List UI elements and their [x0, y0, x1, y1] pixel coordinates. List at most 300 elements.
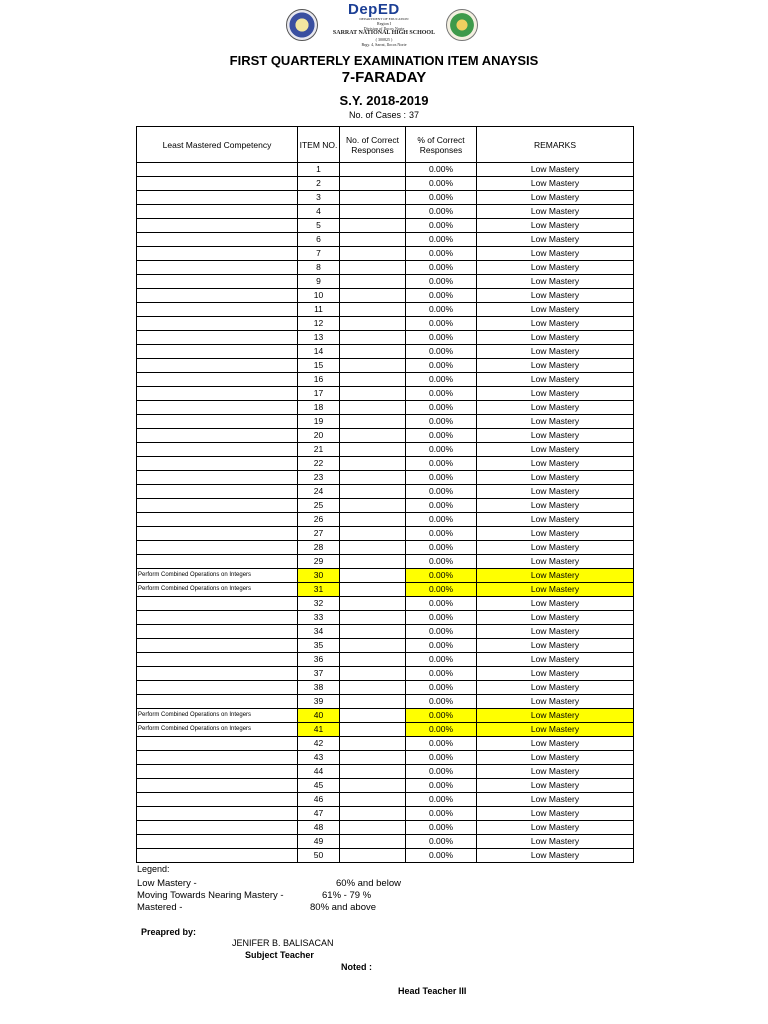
correct-responses-cell — [340, 275, 406, 289]
table-row — [137, 709, 634, 723]
competency-cell — [137, 485, 298, 499]
competency-cell — [137, 807, 298, 821]
table-row — [137, 471, 634, 485]
document-title: FIRST QUARTERLY EXAMINATION ITEM ANAYSIS — [229, 53, 539, 68]
remarks-cell: Low Mastery — [477, 345, 634, 359]
table-row — [137, 457, 634, 471]
competency-cell — [137, 471, 298, 485]
table-row — [137, 289, 634, 303]
percent-correct-cell: 0.00% — [406, 233, 477, 247]
correct-responses-cell — [340, 695, 406, 709]
remarks-cell: Low Mastery — [477, 289, 634, 303]
correct-responses-cell — [340, 597, 406, 611]
item-analysis-table — [136, 126, 634, 863]
remarks-cell: Low Mastery — [477, 499, 634, 513]
correct-responses-cell — [340, 653, 406, 667]
table-row — [137, 667, 634, 681]
correct-responses-cell — [340, 443, 406, 457]
teacher-title: Subject Teacher — [245, 950, 314, 960]
number-of-cases — [0, 110, 768, 120]
item-number-cell: 18 — [298, 401, 340, 415]
percent-correct-cell: 0.00% — [406, 415, 477, 429]
percent-correct-cell: 0.00% — [406, 681, 477, 695]
item-number-cell: 1 — [298, 163, 340, 177]
percent-correct-cell: 0.00% — [406, 625, 477, 639]
table-row — [137, 737, 634, 751]
item-number-cell: 41 — [298, 723, 340, 737]
percent-correct-cell: 0.00% — [406, 513, 477, 527]
competency-cell — [137, 219, 298, 233]
table-header-row — [137, 127, 634, 163]
legend-moving-label: Moving Towards Nearing Mastery - — [137, 890, 284, 901]
school-year: S.Y. 2018-2019 — [339, 93, 429, 108]
item-number-cell: 40 — [298, 709, 340, 723]
correct-responses-cell — [340, 639, 406, 653]
remarks-cell: Low Mastery — [477, 709, 634, 723]
correct-responses-cell — [340, 233, 406, 247]
percent-correct-cell: 0.00% — [406, 261, 477, 275]
remarks-cell: Low Mastery — [477, 751, 634, 765]
remarks-cell: Low Mastery — [477, 457, 634, 471]
percent-correct-cell: 0.00% — [406, 205, 477, 219]
item-number-cell: 19 — [298, 415, 340, 429]
remarks-cell: Low Mastery — [477, 471, 634, 485]
table-row — [137, 233, 634, 247]
competency-cell — [137, 205, 298, 219]
percent-correct-cell: 0.00% — [406, 667, 477, 681]
correct-responses-cell — [340, 177, 406, 191]
correct-responses-cell — [340, 611, 406, 625]
correct-responses-cell — [340, 849, 406, 863]
table-row — [137, 597, 634, 611]
competency-cell — [137, 303, 298, 317]
remarks-cell: Low Mastery — [477, 723, 634, 737]
percent-correct-cell: 0.00% — [406, 247, 477, 261]
table-row — [137, 583, 634, 597]
percent-correct-cell: 0.00% — [406, 163, 477, 177]
correct-responses-cell — [340, 205, 406, 219]
correct-responses-cell — [340, 583, 406, 597]
remarks-cell: Low Mastery — [477, 205, 634, 219]
item-number-cell: 2 — [298, 177, 340, 191]
correct-responses-cell — [340, 625, 406, 639]
remarks-cell: Low Mastery — [477, 415, 634, 429]
remarks-cell: Low Mastery — [477, 429, 634, 443]
remarks-cell: Low Mastery — [477, 303, 634, 317]
item-number-cell: 44 — [298, 765, 340, 779]
remarks-cell: Low Mastery — [477, 807, 634, 821]
percent-correct-cell: 0.00% — [406, 317, 477, 331]
item-number-cell: 38 — [298, 681, 340, 695]
school-address: Brgy. 4, Sarrat, Ilocos Norte — [361, 42, 407, 47]
table-row — [137, 639, 634, 653]
competency-cell — [137, 163, 298, 177]
competency-cell — [137, 695, 298, 709]
item-number-cell: 15 — [298, 359, 340, 373]
correct-responses-cell — [340, 765, 406, 779]
region-line: Region I — [377, 21, 391, 26]
table-row — [137, 681, 634, 695]
item-number-cell: 26 — [298, 513, 340, 527]
remarks-cell: Low Mastery — [477, 569, 634, 583]
table-row — [137, 177, 634, 191]
item-number-cell: 22 — [298, 457, 340, 471]
table-row — [137, 723, 634, 737]
correct-responses-cell — [340, 793, 406, 807]
percent-correct-cell: 0.00% — [406, 779, 477, 793]
document-header — [0, 0, 768, 50]
percent-correct-cell: 0.00% — [406, 583, 477, 597]
item-number-cell: 5 — [298, 219, 340, 233]
legend-title: Legend: — [137, 864, 170, 874]
competency-cell — [137, 849, 298, 863]
table-row — [137, 625, 634, 639]
percent-correct-cell: 0.00% — [406, 849, 477, 863]
legend-moving-value: 61% - 79 % — [322, 890, 372, 901]
legend-mastered-label: Mastered - — [137, 902, 183, 913]
prepared-by-label: Preapred by: — [141, 927, 197, 937]
competency-cell — [137, 359, 298, 373]
remarks-cell: Low Mastery — [477, 233, 634, 247]
remarks-cell: Low Mastery — [477, 373, 634, 387]
table-row — [137, 765, 634, 779]
item-number-cell: 45 — [298, 779, 340, 793]
remarks-cell: Low Mastery — [477, 401, 634, 415]
table-row — [137, 401, 634, 415]
item-number-cell: 46 — [298, 793, 340, 807]
remarks-cell: Low Mastery — [477, 177, 634, 191]
table-row — [137, 835, 634, 849]
percent-correct-cell: 0.00% — [406, 457, 477, 471]
item-number-cell: 39 — [298, 695, 340, 709]
percent-correct-cell: 0.00% — [406, 611, 477, 625]
item-number-cell: 42 — [298, 737, 340, 751]
correct-responses-cell — [340, 373, 406, 387]
correct-responses-cell — [340, 527, 406, 541]
percent-correct-cell: 0.00% — [406, 275, 477, 289]
remarks-cell: Low Mastery — [477, 737, 634, 751]
correct-responses-cell — [340, 569, 406, 583]
remarks-cell: Low Mastery — [477, 527, 634, 541]
division-line: Division of Ilocos Norte — [363, 26, 405, 31]
item-number-cell: 14 — [298, 345, 340, 359]
remarks-cell: Low Mastery — [477, 541, 634, 555]
remarks-cell: Low Mastery — [477, 653, 634, 667]
table-row — [137, 387, 634, 401]
competency-cell — [137, 261, 298, 275]
table-row — [137, 275, 634, 289]
competency-cell — [137, 527, 298, 541]
item-number-cell: 48 — [298, 821, 340, 835]
cases-label: No. of Cases : — [348, 110, 406, 120]
correct-responses-cell — [340, 555, 406, 569]
percent-correct-cell: 0.00% — [406, 807, 477, 821]
remarks-cell: Low Mastery — [477, 387, 634, 401]
cases-value: 37 — [409, 110, 420, 120]
item-number-cell: 25 — [298, 499, 340, 513]
percent-correct-cell: 0.00% — [406, 303, 477, 317]
competency-cell — [137, 331, 298, 345]
item-number-cell: 37 — [298, 667, 340, 681]
correct-responses-cell — [340, 261, 406, 275]
competency-cell — [137, 247, 298, 261]
percent-correct-cell: 0.00% — [406, 177, 477, 191]
percent-correct-cell: 0.00% — [406, 653, 477, 667]
remarks-cell: Low Mastery — [477, 667, 634, 681]
table-row — [137, 345, 634, 359]
competency-cell — [137, 345, 298, 359]
correct-responses-cell — [340, 317, 406, 331]
remarks-cell: Low Mastery — [477, 639, 634, 653]
correct-responses-cell — [340, 191, 406, 205]
noted-label: Noted : — [341, 962, 372, 972]
remarks-cell: Low Mastery — [477, 275, 634, 289]
item-number-cell: 43 — [298, 751, 340, 765]
remarks-cell: Low Mastery — [477, 359, 634, 373]
remarks-cell: Low Mastery — [477, 317, 634, 331]
remarks-cell: Low Mastery — [477, 625, 634, 639]
table-row — [137, 359, 634, 373]
percent-correct-cell: 0.00% — [406, 359, 477, 373]
remarks-cell: Low Mastery — [477, 247, 634, 261]
competency-cell — [137, 177, 298, 191]
competency-cell — [137, 317, 298, 331]
remarks-cell: Low Mastery — [477, 779, 634, 793]
remarks-cell: Low Mastery — [477, 485, 634, 499]
item-number-cell: 3 — [298, 191, 340, 205]
competency-cell — [137, 681, 298, 695]
table-row — [137, 821, 634, 835]
competency-cell — [137, 275, 298, 289]
item-number-cell: 29 — [298, 555, 340, 569]
item-number-cell: 30 — [298, 569, 340, 583]
header-percent-correct: % of Correct Responses — [406, 127, 477, 163]
correct-responses-cell — [340, 779, 406, 793]
percent-correct-cell: 0.00% — [406, 793, 477, 807]
item-number-cell: 32 — [298, 597, 340, 611]
table-row — [137, 779, 634, 793]
table-row — [137, 429, 634, 443]
correct-responses-cell — [340, 485, 406, 499]
percent-correct-cell: 0.00% — [406, 597, 477, 611]
table-row — [137, 303, 634, 317]
percent-correct-cell: 0.00% — [406, 709, 477, 723]
legend-mastered-value: 80% and above — [310, 902, 377, 913]
percent-correct-cell: 0.00% — [406, 485, 477, 499]
table-row — [137, 205, 634, 219]
percent-correct-cell: 0.00% — [406, 723, 477, 737]
legend-low-label: Low Mastery - — [137, 878, 197, 889]
deped-logo: DepED — [348, 1, 400, 18]
percent-correct-cell: 0.00% — [406, 345, 477, 359]
correct-responses-cell — [340, 331, 406, 345]
item-number-cell: 16 — [298, 373, 340, 387]
competency-cell — [137, 597, 298, 611]
table-row — [137, 499, 634, 513]
item-number-cell: 8 — [298, 261, 340, 275]
competency-cell — [137, 541, 298, 555]
item-number-cell: 11 — [298, 303, 340, 317]
percent-correct-cell: 0.00% — [406, 401, 477, 415]
competency-cell — [137, 443, 298, 457]
competency-cell: Perform Combined Operations on Integers — [137, 583, 298, 597]
school-id: ( 300825 ) — [375, 37, 393, 42]
item-number-cell: 50 — [298, 849, 340, 863]
remarks-cell: Low Mastery — [477, 681, 634, 695]
percent-correct-cell: 0.00% — [406, 555, 477, 569]
remarks-cell: Low Mastery — [477, 513, 634, 527]
correct-responses-cell — [340, 541, 406, 555]
correct-responses-cell — [340, 821, 406, 835]
percent-correct-cell: 0.00% — [406, 499, 477, 513]
competency-cell — [137, 415, 298, 429]
item-number-cell: 34 — [298, 625, 340, 639]
table-row — [137, 485, 634, 499]
item-number-cell: 47 — [298, 807, 340, 821]
item-number-cell: 4 — [298, 205, 340, 219]
competency-cell — [137, 401, 298, 415]
item-number-cell: 23 — [298, 471, 340, 485]
item-number-cell: 7 — [298, 247, 340, 261]
table-row — [137, 443, 634, 457]
remarks-cell: Low Mastery — [477, 793, 634, 807]
competency-cell — [137, 737, 298, 751]
correct-responses-cell — [340, 835, 406, 849]
table-row — [137, 191, 634, 205]
remarks-cell: Low Mastery — [477, 849, 634, 863]
table-row — [137, 331, 634, 345]
item-number-cell: 9 — [298, 275, 340, 289]
legend-low-value: 60% and below — [336, 878, 401, 889]
percent-correct-cell: 0.00% — [406, 429, 477, 443]
percent-correct-cell: 0.00% — [406, 387, 477, 401]
table-row — [137, 695, 634, 709]
correct-responses-cell — [340, 163, 406, 177]
percent-correct-cell: 0.00% — [406, 695, 477, 709]
department-line: DEPARTMENT OF EDUCATION — [359, 17, 409, 21]
correct-responses-cell — [340, 471, 406, 485]
percent-correct-cell: 0.00% — [406, 751, 477, 765]
remarks-cell: Low Mastery — [477, 555, 634, 569]
table-row — [137, 527, 634, 541]
section-name: 7-FARADAY — [341, 69, 427, 86]
item-number-cell: 33 — [298, 611, 340, 625]
correct-responses-cell — [340, 247, 406, 261]
item-number-cell: 49 — [298, 835, 340, 849]
percent-correct-cell: 0.00% — [406, 373, 477, 387]
item-number-cell: 31 — [298, 583, 340, 597]
remarks-cell: Low Mastery — [477, 219, 634, 233]
correct-responses-cell — [340, 723, 406, 737]
competency-cell — [137, 289, 298, 303]
school-seal-icon — [446, 9, 478, 41]
item-number-cell: 24 — [298, 485, 340, 499]
table-row — [137, 751, 634, 765]
remarks-cell: Low Mastery — [477, 765, 634, 779]
competency-cell: Perform Combined Operations on Integers — [137, 723, 298, 737]
remarks-cell: Low Mastery — [477, 261, 634, 275]
competency-cell — [137, 639, 298, 653]
competency-cell — [137, 835, 298, 849]
table-row — [137, 247, 634, 261]
correct-responses-cell — [340, 415, 406, 429]
correct-responses-cell — [340, 345, 406, 359]
remarks-cell: Low Mastery — [477, 331, 634, 345]
table-row — [137, 807, 634, 821]
competency-cell — [137, 513, 298, 527]
correct-responses-cell — [340, 289, 406, 303]
remarks-cell: Low Mastery — [477, 597, 634, 611]
correct-responses-cell — [340, 387, 406, 401]
correct-responses-cell — [340, 751, 406, 765]
remarks-cell: Low Mastery — [477, 583, 634, 597]
percent-correct-cell: 0.00% — [406, 471, 477, 485]
percent-correct-cell: 0.00% — [406, 541, 477, 555]
percent-correct-cell: 0.00% — [406, 569, 477, 583]
table-row — [137, 261, 634, 275]
item-number-cell: 17 — [298, 387, 340, 401]
correct-responses-cell — [340, 457, 406, 471]
item-number-cell: 12 — [298, 317, 340, 331]
correct-responses-cell — [340, 807, 406, 821]
remarks-cell: Low Mastery — [477, 191, 634, 205]
percent-correct-cell: 0.00% — [406, 527, 477, 541]
table-row — [137, 569, 634, 583]
table-row — [137, 317, 634, 331]
remarks-cell: Low Mastery — [477, 821, 634, 835]
percent-correct-cell: 0.00% — [406, 219, 477, 233]
competency-cell — [137, 751, 298, 765]
correct-responses-cell — [340, 709, 406, 723]
competency-cell — [137, 233, 298, 247]
competency-cell — [137, 373, 298, 387]
item-number-cell: 28 — [298, 541, 340, 555]
correct-responses-cell — [340, 513, 406, 527]
competency-cell — [137, 457, 298, 471]
correct-responses-cell — [340, 667, 406, 681]
remarks-cell: Low Mastery — [477, 163, 634, 177]
competency-cell — [137, 611, 298, 625]
percent-correct-cell: 0.00% — [406, 289, 477, 303]
table-row — [137, 513, 634, 527]
correct-responses-cell — [340, 219, 406, 233]
remarks-cell: Low Mastery — [477, 835, 634, 849]
item-number-cell: 36 — [298, 653, 340, 667]
table-row — [137, 219, 634, 233]
item-number-cell: 10 — [298, 289, 340, 303]
header-remarks: REMARKS — [477, 127, 634, 163]
item-number-cell: 21 — [298, 443, 340, 457]
table-row — [137, 611, 634, 625]
header-item-no: ITEM NO. — [298, 127, 340, 163]
percent-correct-cell: 0.00% — [406, 191, 477, 205]
teacher-name: JENIFER B. BALISACAN — [232, 938, 334, 948]
competency-cell — [137, 429, 298, 443]
table-row — [137, 653, 634, 667]
correct-responses-cell — [340, 681, 406, 695]
table-row — [137, 541, 634, 555]
remarks-cell: Low Mastery — [477, 443, 634, 457]
percent-correct-cell: 0.00% — [406, 737, 477, 751]
correct-responses-cell — [340, 429, 406, 443]
competency-cell — [137, 779, 298, 793]
item-number-cell: 27 — [298, 527, 340, 541]
correct-responses-cell — [340, 737, 406, 751]
percent-correct-cell: 0.00% — [406, 639, 477, 653]
table-row — [137, 163, 634, 177]
competency-cell — [137, 555, 298, 569]
competency-cell: Perform Combined Operations on Integers — [137, 709, 298, 723]
